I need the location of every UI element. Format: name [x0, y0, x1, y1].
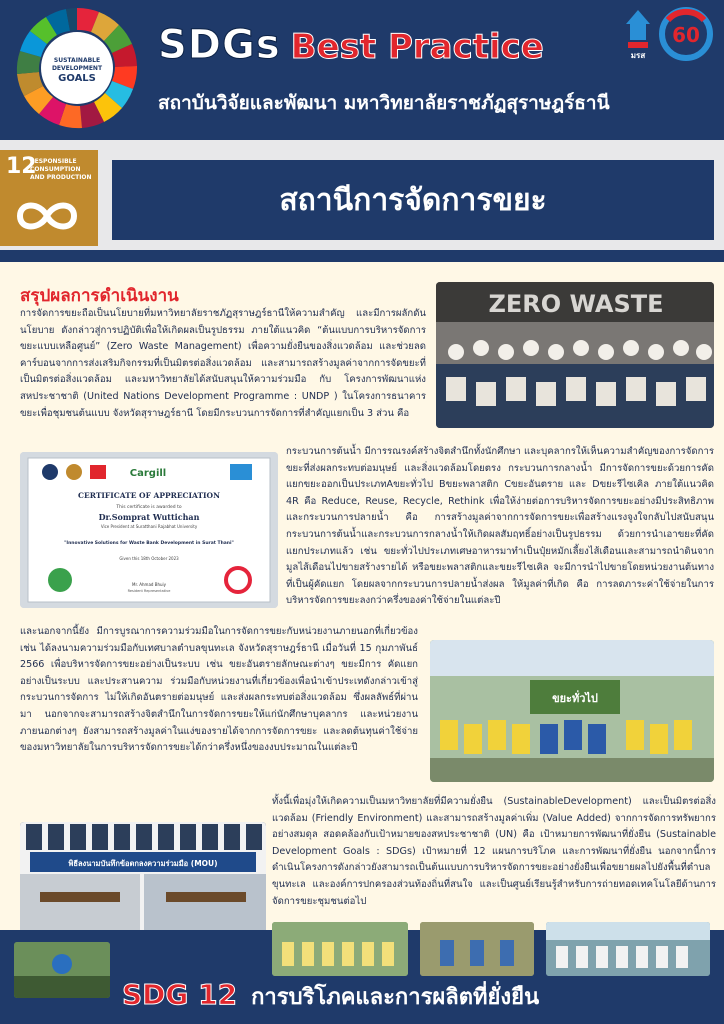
cert-signer-role: Resident Representative — [127, 589, 171, 593]
mou-banner: พิธีลงนามบันทึกข้อตกลงความร่วมมือ (MOU) — [68, 859, 218, 868]
cert-role: Vice President at Suratthani Rajabhat University — [100, 524, 198, 529]
station-title-box — [112, 160, 714, 240]
svg-text:SUSTAINABLE: SUSTAINABLE — [53, 57, 101, 64]
sdg-footer — [122, 978, 539, 1014]
goal-text-line: RESPONSIBLE — [30, 158, 77, 165]
cert-signer: Mr. Ahmad Bhuiy — [132, 582, 166, 587]
paragraph-sustainability: ทั้งนี้เพื่อมุ่งให้เกิดความเป็นมหาวิทยาลัยที่มีความยั่งยืน (SustainableDevelopment) และเป็นมิตรต่อสิ่งแวดล้อม (Friendly Environment) และสามารถสร้างมูลค่าเพิ่ม (Value Added) จากการจัดการทรัพยากรอย่างสมดุล สอดคล้องกับเป้าหมายของสหประชาชาติ (UN) คือ เป้าหมายการพัฒนาที่ยั่งยืน (Sustainable Development Goals : SDGs) เป้าหมายที่ 12 แผนการบริโภค และการพัฒนาที่ยั่งยืน นอกจากนี้การดำเนินโครงการดังกล่าวยังสามารถเป็นต้นแบบการบริหารจัดการขยะอย่างยั่งยืนเพื่อขยายผลไปยังพื้นที่ตำบลขุนทะเล และองค์การปกครองส่วนท้องถิ่นที่สนใจ และเป็นศูนย์เรียนรู้สำหรับการถ่ายทอดเทคโนโลยีด้านการจัดการขยะชุมชนต่อไป — [272, 796, 716, 907]
certificate-of-appreciation — [20, 452, 278, 608]
anniversary-60-logo-icon — [656, 6, 716, 66]
paragraph-process: กระบวนการต้นน้ำ มีการรณรงค์สร้างจิตสำนึกทั้งนักศึกษา และบุคลากรให้เห็นความสำคัญของการจัดการขยะที่ส่งผลกระทบต่อมนุษย์ และสิ่งแวดล้อมโดยตรง กระบวนการกลางน้ำ มีการจัดการขยะด้วยการคัดแยกขยะออกเป็นประเภทAขยะทั่วไป Bขยะพลาสติก Cขยะอันตราย และ Dขยะรีไซเคิล ภายใต้แนวคิด 4R คือ Reduce, Reuse, Recycle, Rethink เพื่อให้ง่ายต่อการบริหารจัดการขยะอย่างมีประสิทธิภาพ และกระบวนการปลายน้ำ คือ การสร้างมูลค่าจากการจัดการขยะเพื่อสร้างแรงจูงใจกลับไปสนับสนุนกระบวนการต้นน้ำและกระบวนการกลางน้ำให้เกิดผลสัมฤทธิ์อย่างเป็นรูปธรรม ด้วยการนำเอาขยะที่คัดแยกประเภทแล้ว เช่น ขยะทั่วไปประเภทเศษอาหารมาทำเป็นปุ๋ยหมักเลี้ยงไส้เดือนและสามารถนำดินจากมูลไส้เดือนไปขายสร้างรายได้ หรือขยะพลาสติกและขยะรีไซเคิล จะมีการนำไปขายโดยหน่วยงานต้นทางที่เป็นผู้คัดแยก โดยผลจากกระบวนการปลายน้ำส่งผล ให้มูลค่าที่เกิด คือ การลดภาระค่าใช้จ่ายในการบริหารจัดการขยะลงกว่าครึ่งของค่าใช้จ่ายในแต่ละปี — [286, 446, 714, 607]
station-title: สถานีการจัดการขยะ — [279, 182, 547, 218]
paragraph-collaboration: และนอกจากนี้ยัง มีการบูรณาการความร่วมมือในการจัดการขยะกับหน่วยงานภายนอกที่เกี่ยวข้อง เช่น ได้ลงนามความร่วมมือกับเทศบาลตำบลขุนทะเล จังหวัดสุราษฎร์ธานี เมื่อวันที่ 15 กุมภาพันธ์ 2566 เพื่อบริหารจัดการขยะอย่างเป็นระบบ เช่น ขยะอันตรายลักษณะต่างๆ ขยะมีการ คัดแยกอย่างเป็นระบบ และประสานความ ร่วมมือกับหน่วยงานที่เกี่ยวข้องเพื่อนำเข้าประเทดังกล่าวเข้าสู่กระบวนการจัดการ ไม่ให้เกิดอันตรายต่อมนุษย์ และส่งผลกระทบต่อสิ่งแวดล้อม ซึ่งผลลัพธ์ที่ผ่านมา นอกจากจะสามารถสร้างจิตสำนึกในการจัดการขยะให้แก่นักศึกษาบุคลากร และหน่วยงานภายนอกต่างๆ ยังสามารถสร้างมูลค่าในแง่ของรายได้จากการจัดการขยะ และลดต้นทุนค่าใช้จ่ายของมหาวิทยาลัยในการบริหารจัดการขยะได้กว่าครึ่งหนึ่งของงบประมาณในแต่ละปี — [20, 626, 418, 754]
mou-signing-photo — [20, 822, 266, 940]
svg-text:มรส: มรส — [630, 51, 646, 60]
thumb-photo-2 — [272, 922, 408, 976]
section-title: สรุปผลการดำเนินงาน — [20, 286, 179, 306]
goal-text — [30, 158, 92, 182]
svg-text:DEVELOPMENT: DEVELOPMENT — [51, 65, 103, 72]
goal-text-line: CONSUMPTION — [30, 166, 81, 173]
sdg-wheel-logo-icon — [8, 6, 146, 130]
svg-text:60: 60 — [672, 23, 700, 47]
waste-station-group-photo — [430, 640, 714, 782]
station-sign: ขยะทั่วไป — [552, 692, 598, 705]
thumb-photo-3 — [420, 922, 534, 976]
header — [0, 0, 724, 138]
cargill-logo: Cargill — [129, 468, 167, 479]
goal-12-tile — [0, 150, 98, 246]
thumb-photo-1 — [14, 942, 110, 998]
goal-number: 12 — [6, 154, 37, 179]
goal-text-line: AND PRODUCTION — [30, 174, 92, 181]
cert-name: Dr.Somprat Wuttichan — [98, 512, 200, 522]
paragraph-intro: การจัดการขยะถือเป็นนโยบายที่มหาวิทยาลัยราชภัฏสุราษฎร์ธานีให้ความสำคัญ และมีการผลักดันนโยบาย ดังกล่าวสู่การปฏิบัติเพื่อให้เกิดผลเป็นรูปธรรม ภายใต้แนวคิด “ต้นแบบการบริหารจัดการขยะแบบเหลือศูนย์” (Zero Waste Management) เพื่อความยั่งยืนของสิ่งแวดล้อม และช่วยลดคาร์บอนจากการส่งเสริมกิจกรรมที่เป็นมิตรต่อสิ่งแวดล้อม และสามารถสร้างมูลค่าจากการจัดขยะที่เป็นมิตรต่อสิ่งแวดล้อม และมหาวิทยาลัยได้สนับสนุนให้ความร่วมมือ กับ โครงการพัฒนาแห่งสหประชาชาติ (United Nations Development Programme : UNDP ) ในโครงการธนาคารขยะเพื่อชุมชนต้นแบบ จังหวัดสุราษฎร์ธานี โดยมีกระบวนการจัดการที่สำคัญแยกเป็น 3 ส่วน คือ — [20, 308, 426, 419]
title-sdgs: SDGs — [158, 22, 281, 68]
cert-project: "Innovative Solutions for Waste Bank Development in Surat Thani" — [64, 541, 234, 546]
title-row — [158, 22, 544, 72]
sdg12-label: SDG 12 — [122, 978, 238, 1011]
institute-name: สถาบันวิจัยและพัฒนา มหาวิทยาลัยราชภัฏสุราษฎร์ธานี — [158, 92, 610, 114]
zero-waste-sign: ZERO WASTE — [488, 290, 664, 318]
infinity-icon — [12, 198, 82, 234]
sdg12-description: การบริโภคและการผลิตที่ยั่งยืน — [251, 985, 540, 1010]
cert-heading: CERTIFICATE OF APPRECIATION — [78, 491, 220, 500]
svg-text:GOALS: GOALS — [58, 73, 96, 84]
title-best-practice: Best Practice — [290, 27, 544, 67]
zero-waste-group-photo — [436, 282, 714, 428]
cert-date: Given this 18th October 2023 — [119, 556, 179, 561]
thumb-photo-4 — [546, 922, 710, 976]
cert-sub: This certificate is awarded to — [116, 505, 182, 510]
university-emblem-icon — [620, 6, 656, 66]
